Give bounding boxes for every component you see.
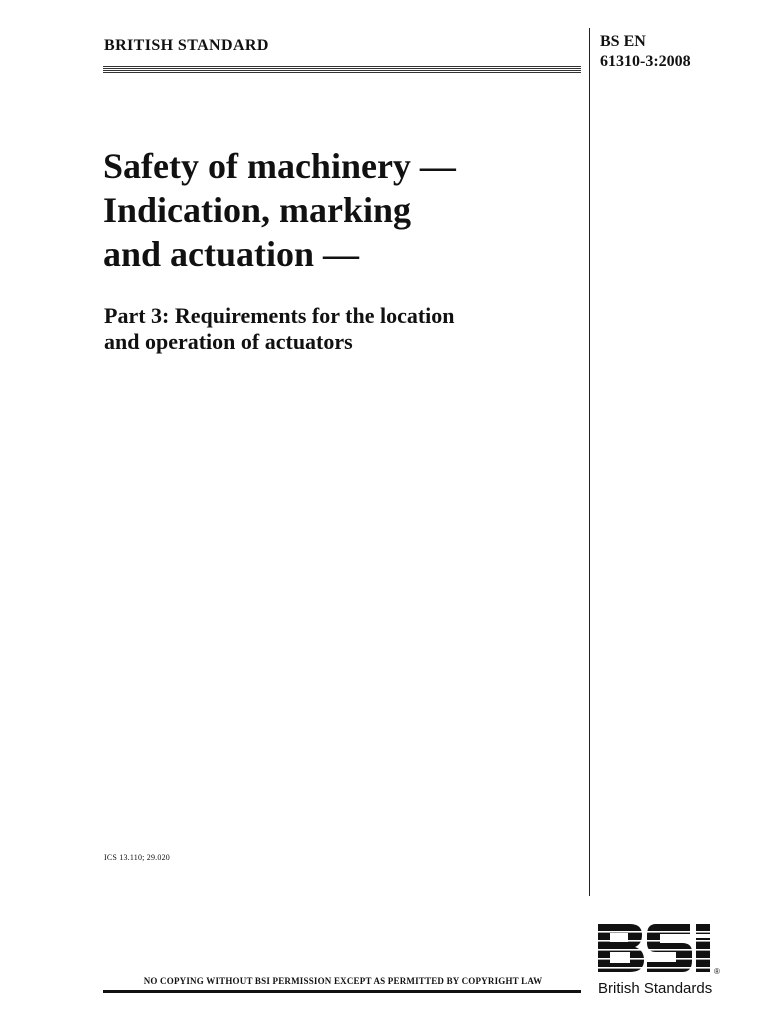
bsi-logo-letter-b [598, 924, 644, 972]
subtitle-line-2: and operation of actuators [104, 329, 353, 354]
ics-code: ICS 13.110; 29.020 [104, 853, 170, 862]
bsi-logo-letter-i [696, 924, 710, 972]
standard-type-label: BRITISH STANDARD [104, 37, 269, 54]
footer-rule [103, 990, 581, 993]
bsi-logo-letter-s [647, 924, 693, 972]
title-line-2: Indication, marking [103, 190, 412, 230]
document-number-line-1: BS EN [600, 33, 646, 50]
document-number [600, 32, 691, 72]
registered-mark: ® [714, 967, 720, 976]
bsi-logo [596, 922, 736, 998]
title-line-1: Safety of machinery — [103, 146, 456, 186]
subtitle-line-1: Part 3: Requirements for the location [104, 303, 455, 328]
vertical-divider [589, 28, 590, 896]
copyright-notice: NO COPYING WITHOUT BSI PERMISSION EXCEPT AS PERMITTED BY COPYRIGHT LAW [143, 976, 543, 986]
header-rule [103, 66, 581, 73]
document-title [103, 144, 573, 276]
document-subtitle [104, 303, 574, 355]
document-number-line-2: 61310-3:2008 [600, 53, 691, 70]
bsi-logo-caption: British Standards [598, 980, 713, 997]
title-line-3: and actuation — [103, 234, 360, 274]
